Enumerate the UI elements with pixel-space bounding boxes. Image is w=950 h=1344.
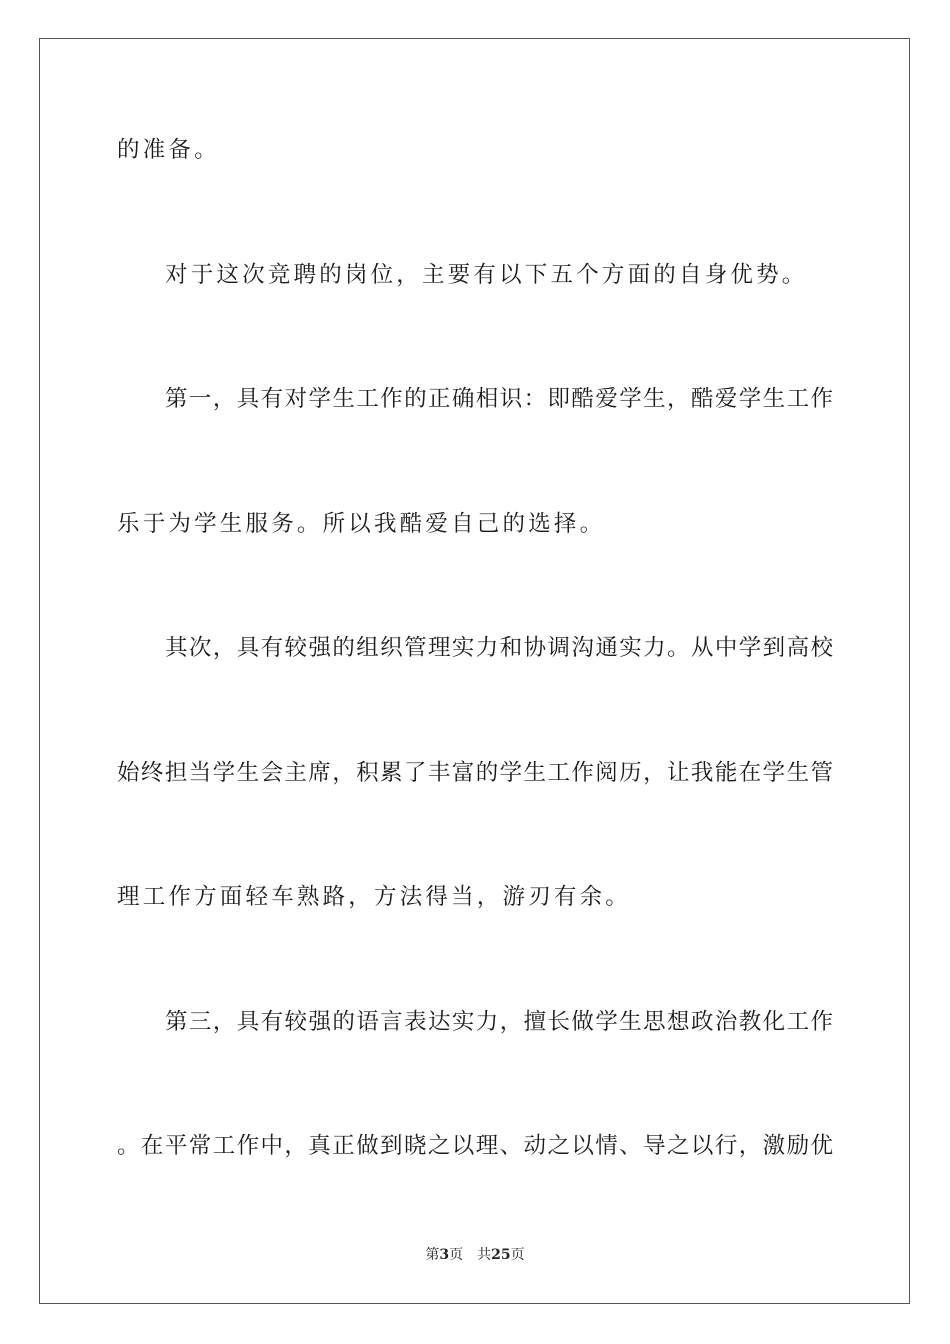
page-number: 3 (439, 1247, 450, 1263)
page-border (39, 38, 910, 1304)
page-suffix: 页 (449, 1247, 464, 1263)
page-prefix: 第 (425, 1247, 440, 1263)
text-line-8: 第三，具有较强的语言表达实力，擅长做学生思想政治教化工作 (165, 1009, 833, 1035)
text-line-7: 理工作方面轻车熟路，方法得当，游刃有余。 (117, 884, 632, 910)
text-line-3: 第一，具有对学生工作的正确相识：即酷爱学生，酷爱学生工作 (165, 386, 833, 412)
text-line-1: 的准备。 (117, 137, 220, 163)
page-footer (0, 1246, 950, 1264)
text-line-2: 对于这次竞聘的岗位，主要有以下五个方面的自身优势。 (165, 262, 808, 288)
text-line-5: 其次，具有较强的组织管理实力和协调沟通实力。从中学到高校 (165, 635, 833, 661)
total-suffix: 页 (510, 1247, 525, 1263)
text-line-6: 始终担当学生会主席，积累了丰富的学生工作阅历，让我能在学生管 (117, 760, 833, 786)
total-prefix: 共 (477, 1247, 492, 1263)
total-pages: 25 (491, 1247, 511, 1263)
text-line-4: 乐于为学生服务。所以我酷爱自己的选择。 (117, 511, 606, 537)
text-line-9: 。在平常工作中，真正做到晓之以理、动之以情、导之以行，激励优 (117, 1133, 833, 1159)
